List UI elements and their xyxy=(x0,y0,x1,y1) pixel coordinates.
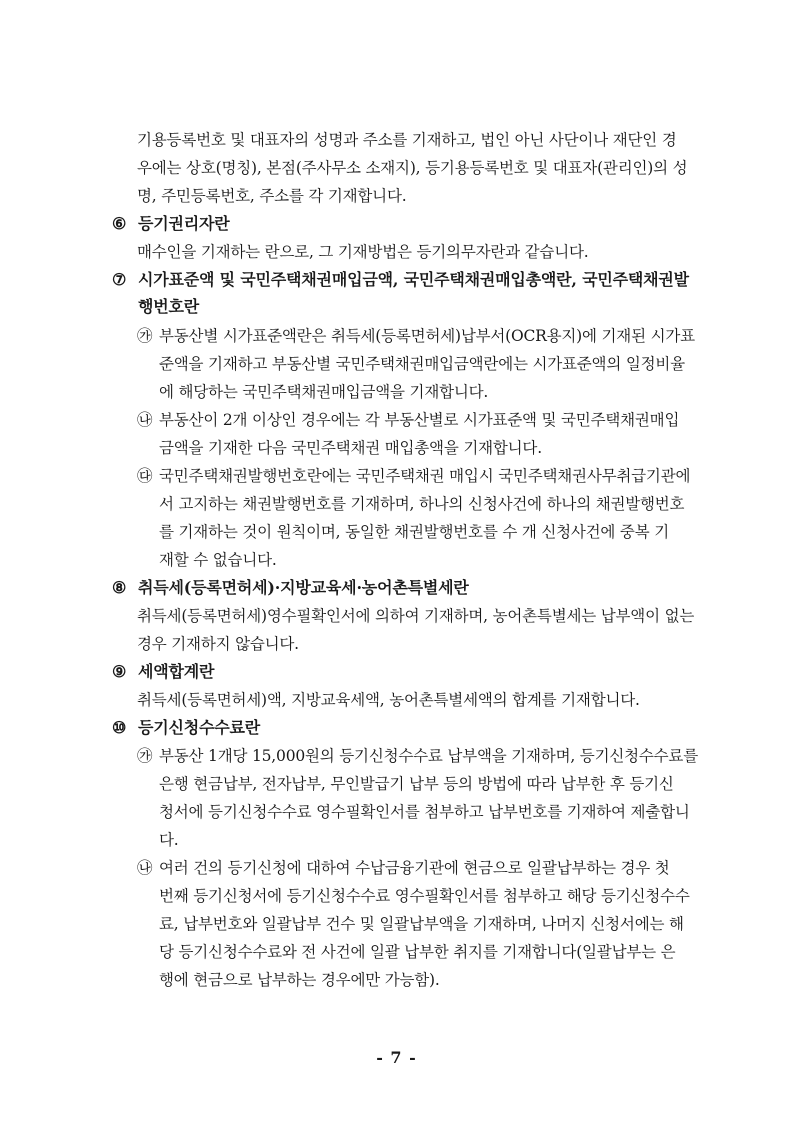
section-9-body-1: 취득세(등록면허세)액, 지방교육세액, 농어촌특별세액의 합계를 기재합니다. xyxy=(137,691,640,709)
section-8-body-2: 경우 기재하지 않습니다. xyxy=(137,635,299,653)
section-10a-line-4: 다. xyxy=(159,831,179,849)
section-6-title: 등기권리자란 xyxy=(138,214,230,233)
section-10b-line-4: 당 등기신청수수료와 전 사건에 일괄 납부한 취지를 기재합니다(일괄납부는 은 xyxy=(159,943,676,961)
section-10a-line-2: 은행 현금납부, 전자납부, 무인발급기 납부 등의 방법에 따라 납부한 후 등기신 xyxy=(159,775,674,793)
intro-line-3: 명, 주민등록번호, 주소를 각 기재합니다. xyxy=(137,187,407,205)
section-7-title-2: 행번호란 xyxy=(138,297,200,316)
section-7-heading xyxy=(112,268,689,292)
section-9-number: ⑨ xyxy=(112,662,127,681)
section-7c-line-4: 재할 수 없습니다. xyxy=(159,551,277,569)
section-6-body-1: 매수인을 기재하는 란으로, 그 기재방법은 등기의무자란과 같습니다. xyxy=(137,243,589,261)
section-7a-mark: ㉮ xyxy=(137,327,153,345)
section-10a-mark: ㉮ xyxy=(137,747,153,765)
section-10-title: 등기신청수수료란 xyxy=(138,718,261,737)
section-10a-line-1 xyxy=(137,744,698,768)
section-7-number: ⑦ xyxy=(112,270,127,289)
section-10b-text-1: 여러 건의 등기신청에 대하여 수납금융기관에 현금으로 일괄납부하는 경우 첫 xyxy=(159,859,670,877)
section-10b-line-2: 번째 등기신청서에 등기신청수수료 영수필확인서를 첨부하고 해당 등기신청수수 xyxy=(159,887,690,905)
section-10-heading xyxy=(112,716,260,740)
section-8-title: 취득세(등록면허세)·지방교육세·농어촌특별세란 xyxy=(138,578,469,597)
intro-line-2: 우에는 상호(명칭), 본점(주사무소 소재지), 등기용등록번호 및 대표자(관리인)의 성 xyxy=(137,159,688,177)
section-7c-line-1 xyxy=(137,464,690,488)
section-7-title-1: 시가표준액 및 국민주택채권매입금액, 국민주택채권매입총액란, 국민주택채권발 xyxy=(138,270,689,289)
section-9-heading xyxy=(112,660,214,684)
page-number: - 7 - xyxy=(376,1048,417,1067)
section-6-heading xyxy=(112,212,230,236)
section-8-number: ⑧ xyxy=(112,578,127,597)
section-7b-line-2: 금액을 기재한 다음 국민주택채권 매입총액을 기재합니다. xyxy=(159,439,542,457)
section-10b-mark: ㉯ xyxy=(137,859,153,877)
section-7b-text-1: 부동산이 2개 이상인 경우에는 각 부동산별로 시가표준액 및 국민주택채권매입 xyxy=(159,411,680,429)
section-7a-line-3: 에 해당하는 국민주택채권매입금액을 기재합니다. xyxy=(159,383,489,401)
section-7b-line-1 xyxy=(137,408,679,432)
section-7a-line-2: 준액을 기재하고 부동산별 국민주택채권매입금액란에는 시가표준액의 일정비율 xyxy=(159,355,685,373)
section-7c-mark: ㉰ xyxy=(137,467,153,485)
section-9-title: 세액합계란 xyxy=(138,662,215,681)
section-7c-text-1: 국민주택채권발행번호란에는 국민주택채권 매입시 국민주택채권사무취급기관에 xyxy=(159,467,691,485)
section-6-number: ⑥ xyxy=(112,214,127,233)
section-7c-line-2: 서 고지하는 채권발행번호를 기재하며, 하나의 신청사건에 하나의 채권발행번호 xyxy=(159,495,685,513)
section-8-heading xyxy=(112,576,469,600)
section-10b-line-1 xyxy=(137,856,670,880)
section-10b-line-3: 료, 납부번호와 일괄납부 건수 및 일괄납부액을 기재하며, 나머지 신청서에는 해 xyxy=(159,915,684,933)
section-8-body-1: 취득세(등록면허세)영수필확인서에 의하여 기재하며, 농어촌특별세는 납부액이 없는 xyxy=(137,607,695,625)
section-7a-line-1 xyxy=(137,324,695,348)
section-10a-text-1: 부동산 1개당 15,000원의 등기신청수수료 납부액을 기재하며, 등기신청수수료를 xyxy=(159,747,698,765)
section-7a-text-1: 부동산별 시가표준액란은 취득세(등록면허세)납부서(OCR용지)에 기재된 시가표 xyxy=(159,327,695,345)
section-10a-line-3: 청서에 등기신청수수료 영수필확인서를 첨부하고 납부번호를 기재하여 제출합니 xyxy=(159,803,690,821)
section-10b-line-5: 행에 현금으로 납부하는 경우에만 가능함). xyxy=(159,971,440,989)
section-7b-mark: ㉯ xyxy=(137,411,153,429)
section-10-number: ⑩ xyxy=(112,718,127,737)
section-7c-line-3: 를 기재하는 것이 원칙이며, 동일한 채권발행번호를 수 개 신청사건에 중복 기 xyxy=(159,523,669,541)
intro-line-1: 기용등록번호 및 대표자의 성명과 주소를 기재하고, 법인 아닌 사단이나 재단인 경 xyxy=(137,131,677,149)
